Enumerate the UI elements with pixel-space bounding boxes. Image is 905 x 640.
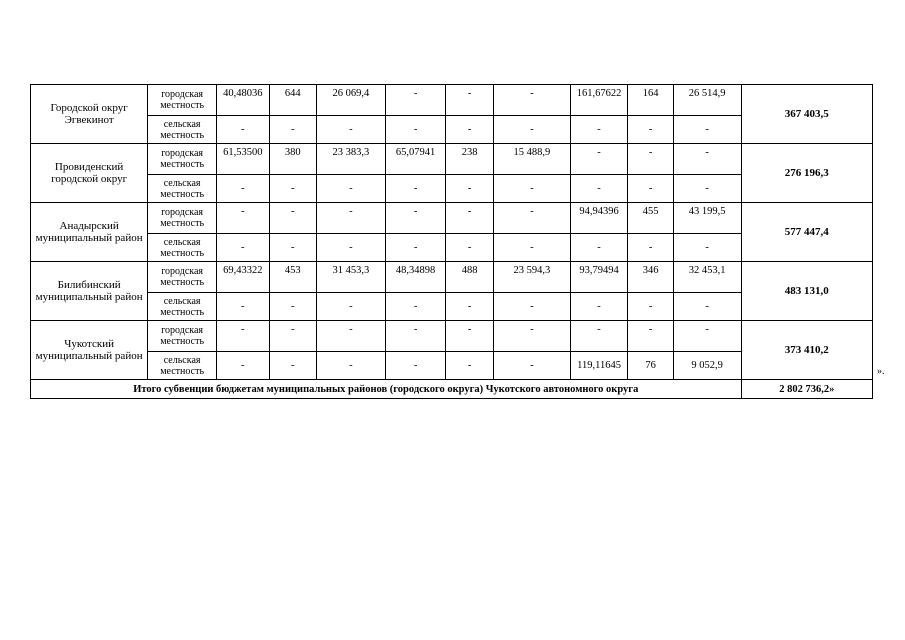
value-cell: 453 <box>269 262 317 293</box>
table-body <box>31 85 873 380</box>
area-type-label: городская местность <box>148 85 217 116</box>
district-total: 483 131,0 <box>741 262 872 321</box>
value-cell: 23 594,3 <box>493 262 570 293</box>
district-row-urban <box>31 85 873 116</box>
value-cell: - <box>493 203 570 234</box>
district-name: Анадырский муниципальный район <box>31 203 148 262</box>
value-cell: - <box>628 321 673 352</box>
value-cell: - <box>269 352 317 380</box>
value-cell: - <box>446 321 494 352</box>
value-cell: 94,94396 <box>570 203 628 234</box>
value-cell: 164 <box>628 85 673 116</box>
value-cell: - <box>493 234 570 262</box>
value-cell: 93,79494 <box>570 262 628 293</box>
value-cell: - <box>446 352 494 380</box>
value-cell: - <box>385 116 446 144</box>
value-cell: 48,34898 <box>385 262 446 293</box>
value-cell: 380 <box>269 144 317 175</box>
value-cell: - <box>216 116 269 144</box>
value-cell: - <box>446 85 494 116</box>
value-cell: - <box>673 293 741 321</box>
value-cell: - <box>385 234 446 262</box>
closing-mark: ». <box>877 366 885 377</box>
district-total: 577 447,4 <box>741 203 872 262</box>
value-cell: - <box>317 293 386 321</box>
value-cell: 23 383,3 <box>317 144 386 175</box>
value-cell: 26 069,4 <box>317 85 386 116</box>
value-cell: 32 453,1 <box>673 262 741 293</box>
value-cell: - <box>269 234 317 262</box>
value-cell: - <box>493 321 570 352</box>
value-cell: 61,53500 <box>216 144 269 175</box>
value-cell: - <box>216 293 269 321</box>
value-cell: - <box>269 293 317 321</box>
value-cell: - <box>446 293 494 321</box>
area-type-label: городская местность <box>148 321 217 352</box>
value-cell: - <box>317 203 386 234</box>
area-type-label: сельская местность <box>148 293 217 321</box>
value-cell: - <box>493 175 570 203</box>
value-cell: - <box>570 144 628 175</box>
value-cell: - <box>385 352 446 380</box>
value-cell: - <box>570 116 628 144</box>
value-cell: - <box>216 203 269 234</box>
value-cell: 15 488,9 <box>493 144 570 175</box>
value-cell: - <box>385 85 446 116</box>
value-cell: - <box>385 321 446 352</box>
value-cell: 238 <box>446 144 494 175</box>
district-row-urban <box>31 321 873 352</box>
value-cell: - <box>493 293 570 321</box>
area-type-label: городская местность <box>148 262 217 293</box>
value-cell: - <box>628 116 673 144</box>
value-cell: 161,67622 <box>570 85 628 116</box>
district-total: 373 410,2 <box>741 321 872 380</box>
area-type-label: сельская местность <box>148 116 217 144</box>
value-cell: - <box>493 116 570 144</box>
district-name: Чукотский муниципальный район <box>31 321 148 380</box>
value-cell: 40,48036 <box>216 85 269 116</box>
value-cell: - <box>493 85 570 116</box>
value-cell: - <box>216 175 269 203</box>
value-cell: 76 <box>628 352 673 380</box>
table-footer <box>31 380 873 399</box>
value-cell: - <box>446 234 494 262</box>
district-row-urban <box>31 262 873 293</box>
value-cell: - <box>385 203 446 234</box>
value-cell: - <box>317 234 386 262</box>
value-cell: - <box>673 144 741 175</box>
value-cell: 119,11645 <box>570 352 628 380</box>
value-cell: - <box>628 234 673 262</box>
area-type-label: городская местность <box>148 144 217 175</box>
district-row-urban <box>31 144 873 175</box>
value-cell: - <box>216 234 269 262</box>
value-cell: 455 <box>628 203 673 234</box>
value-cell: - <box>628 175 673 203</box>
value-cell: 43 199,5 <box>673 203 741 234</box>
value-cell: - <box>385 293 446 321</box>
value-cell: - <box>570 293 628 321</box>
value-cell: - <box>673 321 741 352</box>
district-total: 367 403,5 <box>741 85 872 144</box>
district-name: Городской округ Эгвекинот <box>31 85 148 144</box>
value-cell: 65,07941 <box>385 144 446 175</box>
value-cell: - <box>317 116 386 144</box>
value-cell: - <box>628 293 673 321</box>
district-row-urban <box>31 203 873 234</box>
value-cell: - <box>570 321 628 352</box>
area-type-label: городская местность <box>148 203 217 234</box>
value-cell: - <box>317 352 386 380</box>
value-cell: - <box>385 175 446 203</box>
value-cell: 31 453,3 <box>317 262 386 293</box>
area-type-label: сельская местность <box>148 175 217 203</box>
district-name: Провиденский городской округ <box>31 144 148 203</box>
value-cell: - <box>673 175 741 203</box>
value-cell: 69,43322 <box>216 262 269 293</box>
value-cell: 26 514,9 <box>673 85 741 116</box>
value-cell: - <box>446 175 494 203</box>
value-cell: - <box>317 321 386 352</box>
value-cell: - <box>673 116 741 144</box>
value-cell: - <box>673 234 741 262</box>
value-cell: 9 052,9 <box>673 352 741 380</box>
area-type-label: сельская местность <box>148 352 217 380</box>
value-cell: 488 <box>446 262 494 293</box>
value-cell: 644 <box>269 85 317 116</box>
subvention-table <box>30 84 873 399</box>
value-cell: - <box>446 203 494 234</box>
value-cell: - <box>446 116 494 144</box>
value-cell: - <box>269 175 317 203</box>
value-cell: - <box>628 144 673 175</box>
summary-label: Итого субвенции бюджетам муниципальных районов (городского округа) Чукотского автономного округа <box>31 380 742 399</box>
value-cell: - <box>269 321 317 352</box>
value-cell: - <box>570 175 628 203</box>
value-cell: - <box>269 116 317 144</box>
district-total: 276 196,3 <box>741 144 872 203</box>
value-cell: - <box>216 352 269 380</box>
value-cell: - <box>493 352 570 380</box>
value-cell: - <box>570 234 628 262</box>
summary-row <box>31 380 873 399</box>
value-cell: 346 <box>628 262 673 293</box>
area-type-label: сельская местность <box>148 234 217 262</box>
summary-total: 2 802 736,2» <box>741 380 872 399</box>
value-cell: - <box>269 203 317 234</box>
district-name: Билибинский муниципальный район <box>31 262 148 321</box>
value-cell: - <box>216 321 269 352</box>
value-cell: - <box>317 175 386 203</box>
